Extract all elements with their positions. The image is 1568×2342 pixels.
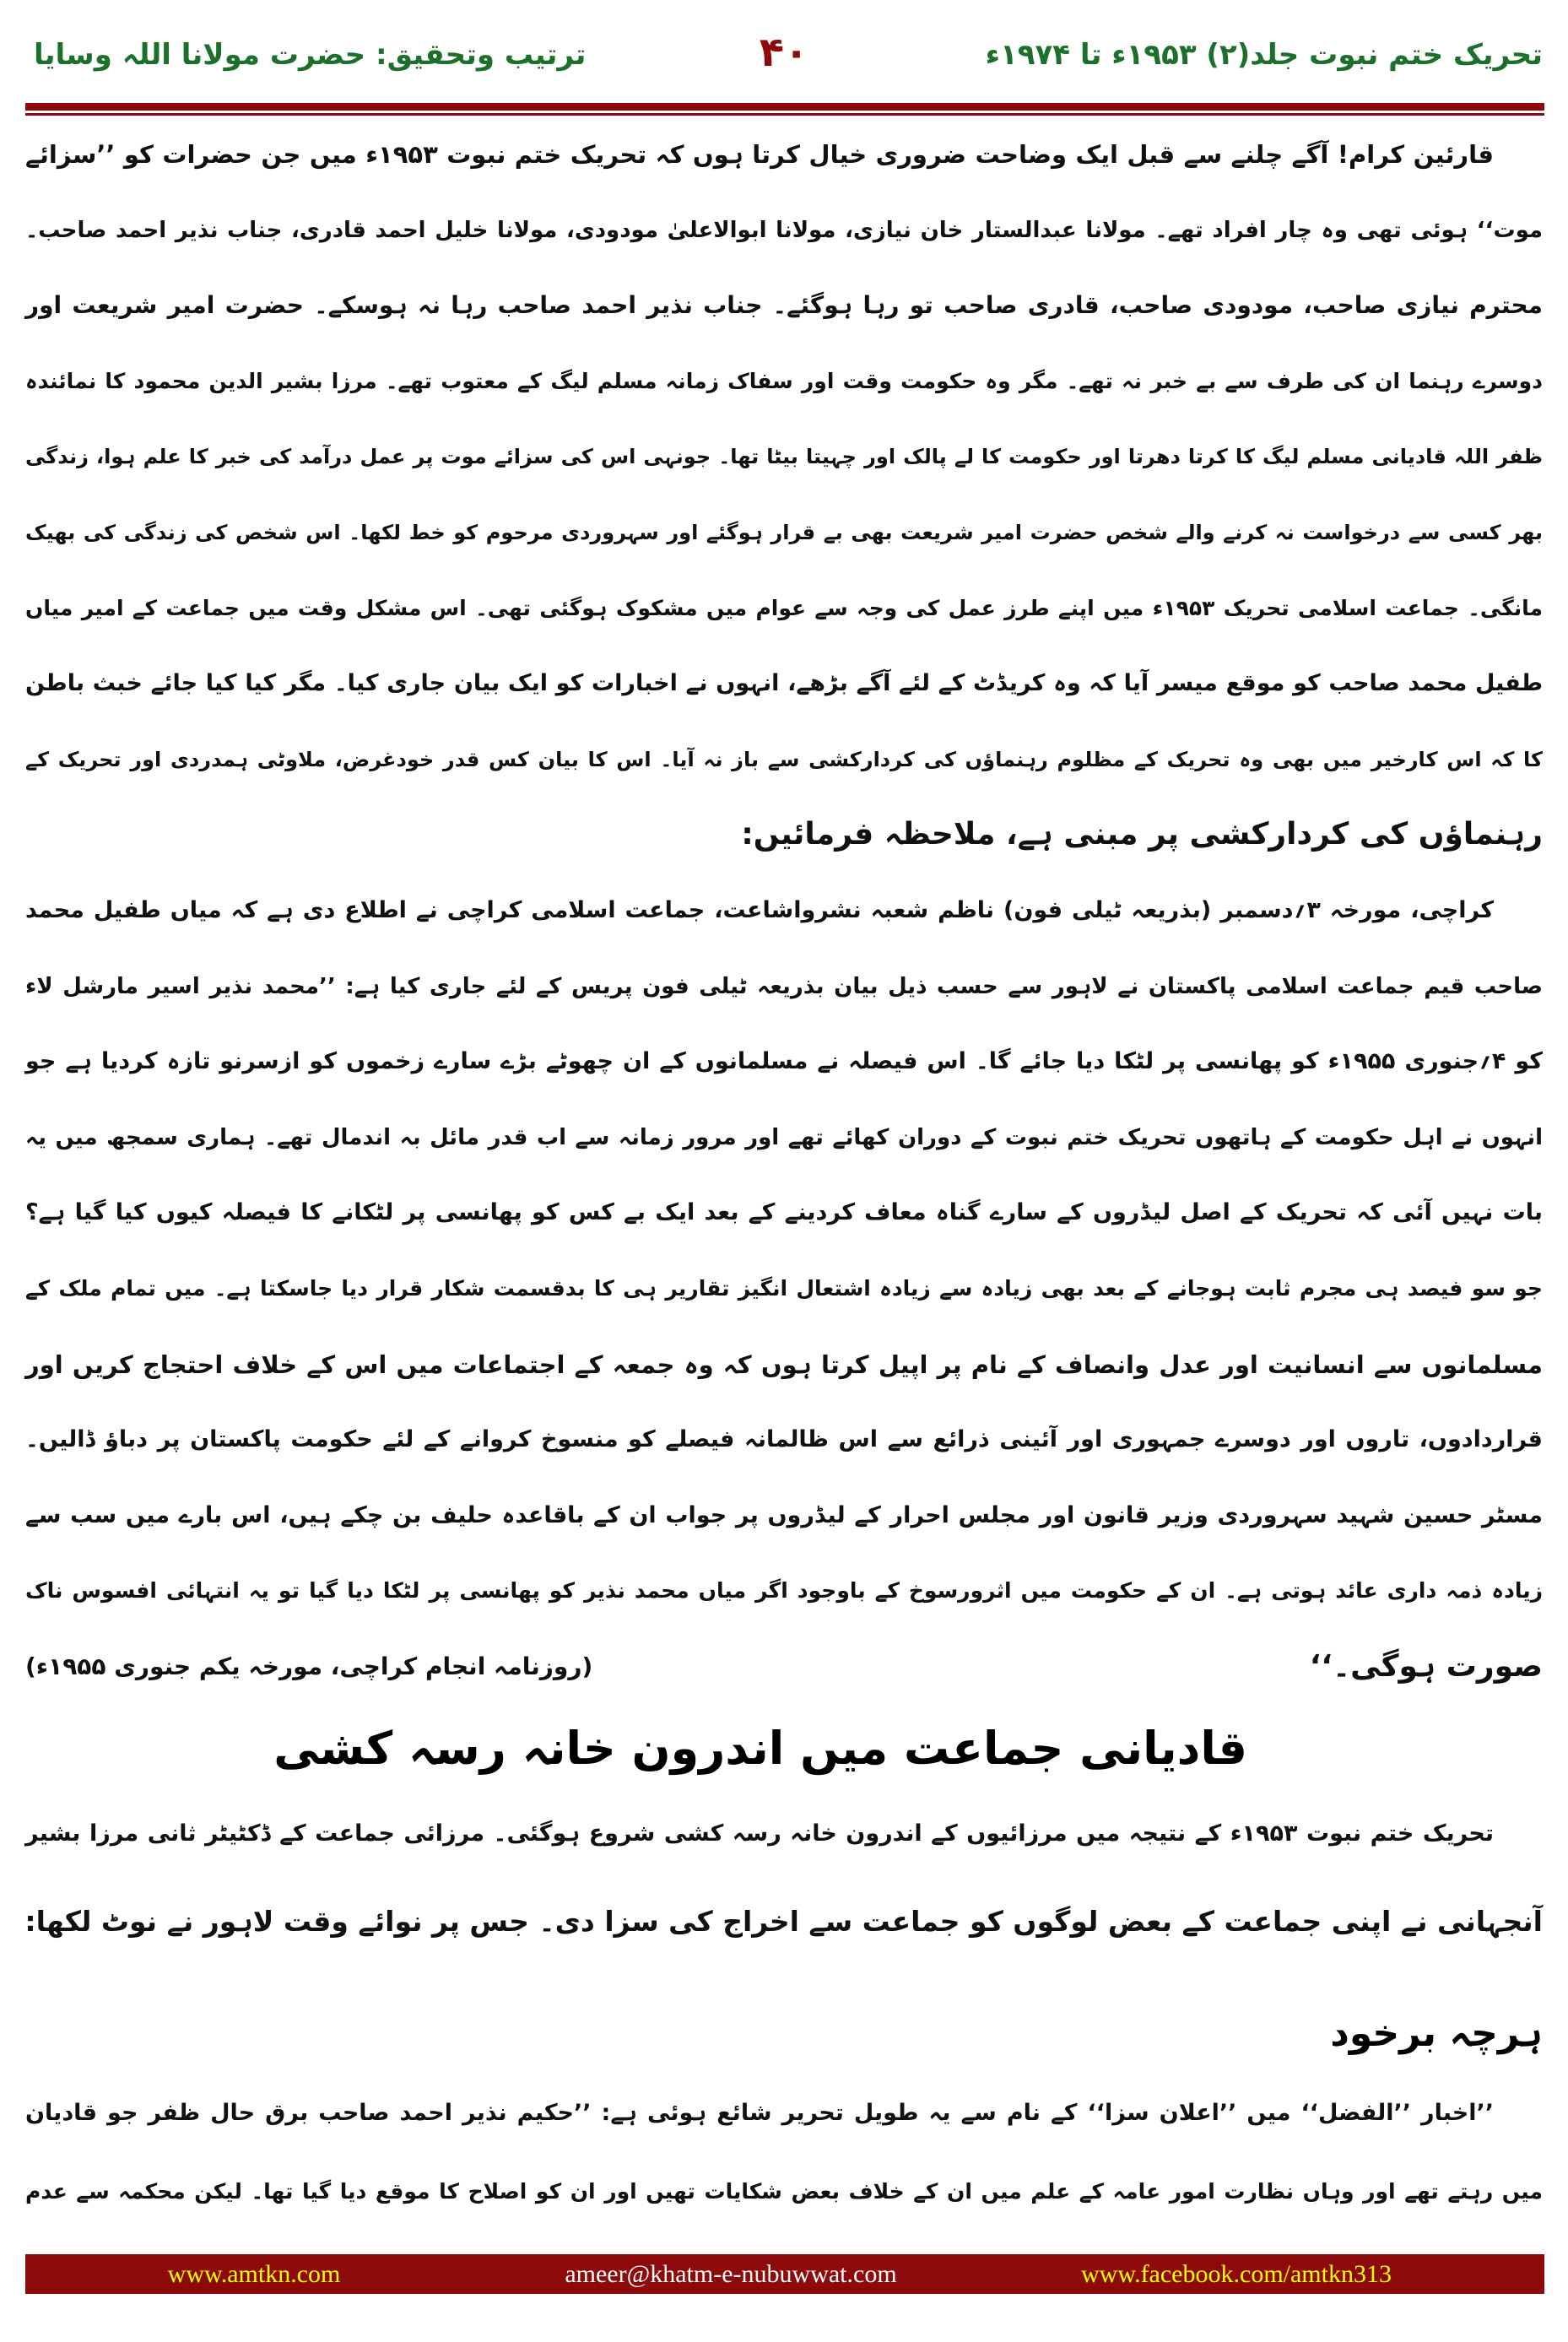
text-line: میں رہتے تھے اور وہاں نظارت امور عامہ کے علم میں ان کے خلاف بعض شکایات تھیں اور ان کو اصلاح کا موقع دیا گیا تھا۔ لیکن محکمہ سے عدم	[25, 2179, 1543, 2204]
text-line: آنجہانی نے اپنی جماعت کے بعض لوگوں کو جماعت سے اخراج کی سزا دی۔ جس پر نوائے وقت لاہور نے نوٹ لکھا:	[24, 1905, 1543, 1938]
text-line: جو سو فیصد ہی مجرم ثابت ہوجانے کے بعد بھی زیادہ سے زیادہ اشتعال انگیز تقاریر ہی کا بدقسمت شکار قرار دیا جاسکتا ہے۔ میں تمام ملک کے	[25, 1276, 1543, 1301]
text-line: کا کہ اس کارخیر میں بھی وہ تحریک کے مظلوم رہنماؤں کی کردارکشی سے باز نہ آیا۔ اس کا بیان کس قدر خودغرض، ملاوٹی ہمدردی اور تحریک کے	[25, 747, 1543, 771]
text-line: قارئین کرام! آگے چلنے سے قبل ایک وضاحت ضروری خیال کرتا ہوں کہ تحریک ختم نبوت ۱۹۵۳ء میں جن حضرات کو ’’سزائے	[25, 140, 1494, 169]
facebook-link[interactable]: www.facebook.com/amtkn313	[1081, 2260, 1392, 2288]
text-line: موت‘‘ ہوئی تھی وہ چار افراد تھے۔ مولانا عبدالستار خان نیازی، مولانا ابوالاعلیٰ مودودی، مولانا خلیل احمد قادری، جناب نذیر احمد صاحب۔	[25, 217, 1543, 243]
text-line: زیادہ ذمہ داری عائد ہوتی ہے۔ ان کے حکومت میں اثرورسوخ کے باوجود اگر میاں محمد نذیر کو پھانسی پر لٹکا دیا گیا تو یہ انتہائی افسوس ناک	[25, 1578, 1543, 1604]
text-line: محترم نیازی صاحب، مودودی صاحب، قادری صاحب تو رہا ہوگئے۔ جناب نذیر احمد صاحب رہا نہ ہوسکے۔ حضرت امیر شریعت اور	[25, 291, 1543, 320]
text-line: مانگی۔ جماعت اسلامی تحریک ۱۹۵۳ء میں اپنے طرز عمل کی وجہ سے عوام میں مشکوک ہوگئی تھی۔ اس مشکل وقت میں جماعت کے امیر میاں	[25, 595, 1543, 620]
page-number: ۴۰	[759, 29, 809, 76]
source-citation: (روزنامہ انجام کراچی، مورخہ یکم جنوری ۱۹۵۵ء)	[25, 1652, 593, 1680]
compiler-credit: ترتیب وتحقیق: حضرت مولانا اللہ وسایا	[34, 38, 587, 72]
text-line: مسلمانوں سے انسانیت اور عدل وانصاف کے نام پر اپیل کرتا ہوں کہ وہ جمعہ کے اجتماعات میں اس کے خلاف احتجاج کریں اور	[25, 1349, 1543, 1379]
website-link[interactable]: www.amtkn.com	[167, 2260, 341, 2288]
email-link[interactable]: ameer@khatm-e-nubuwwat.com	[565, 2260, 897, 2288]
text-line: ’’اخبار ’’الفضل‘‘ میں ’’اعلان سزا‘‘ کے نام سے یہ طویل تحریر شائع ہوئی ہے: ’’حکیم نذیر احمد صاحب برق حال ظفر جو قادیان	[25, 2100, 1494, 2126]
page-footer	[25, 2254, 1544, 2294]
text-line: ظفر اللہ قادیانی مسلم لیگ کا کرتا دھرتا اور حکومت کا لے پالک اور چہیتا بیٹا تھا۔ جونہی اس کی سزائے موت پر عمل درآمد کی خبر کا علم ہوا، زندگی	[25, 445, 1543, 469]
text-line: انہوں نے اہل حکومت کے ہاتھوں تحریک ختم نبوت کے دوران کھائے تھے اور مرور زمانہ سے اب قدر مائل بہ اندمال تھے۔ ہماری سمجھ میں یہ	[25, 1124, 1543, 1150]
header-rule-thick	[25, 103, 1544, 111]
text-line: کراچی، مورخہ ۳؍دسمبر (بذریعہ ٹیلی فون) ناظم شعبہ نشرواشاعت، جماعت اسلامی کراچی نے اطلاع دی ہے کہ میاں طفیل محمد	[25, 897, 1494, 923]
subsection-heading: ہرچہ برخود	[1330, 2012, 1543, 2055]
text-line: بھر کسی سے درخواست نہ کرنے والے شخص حضرت امیر شریعت بھی بے قرار ہوگئے اور سہروردی مرحوم کو خط لکھا۔ اس شخص کی زندگی کی بھیک	[25, 521, 1543, 544]
book-title: تحریک ختم نبوت جلد(۲) ۱۹۵۳ء تا ۱۹۷۴ء	[985, 38, 1543, 72]
text-line: طفیل محمد صاحب کو موقع میسر آیا کہ وہ کریڈٹ کے لئے آگے بڑھے، انہوں نے اخبارات کو ایک بیان جاری کیا۔ مگر کیا کیا جائے خبث باطن	[25, 670, 1543, 697]
header-rule-thin	[25, 113, 1544, 116]
text-line: کو ۴؍جنوری ۱۹۵۵ء کو پھانسی پر لٹکا دیا جائے گا۔ اس فیصلہ نے مسلمانوں کے ان چھوٹے بڑے سارے زخموں کو ازسرنو تازہ کردیا ہے جو	[25, 1048, 1543, 1075]
text-line: دوسرے رہنما ان کی طرف سے بے خبر نہ تھے۔ مگر وہ حکومت وقت اور سفاک زمانہ مسلم لیگ کے معتوب تھے۔ مرزا بشیر الدین محمود کا نمائندہ	[25, 368, 1543, 393]
text-line: تحریک ختم نبوت ۱۹۵۳ء کے نتیجہ میں مرزائیوں کے اندرون خانہ رسہ کشی شروع ہوگئی۔ مرزائی جماعت کے ڈکٹیٹر ثانی مرزا بشیر	[25, 1820, 1495, 1847]
text-line: رہنماؤں کی کردارکشی پر مبنی ہے، ملاحظہ فرمائیں:	[741, 817, 1543, 852]
text-line: صورت ہوگی۔‘‘	[1309, 1649, 1543, 1684]
text-line: صاحب قیم جماعت اسلامی پاکستان نے لاہور سے حسب ذیل بیان بذریعہ ٹیلی فون پریس کے لئے جاری کیا ہے: ’’محمد نذیر اسیر مارشل لاء	[25, 973, 1543, 999]
text-line: بات نہیں آئی کہ تحریک کے اصل لیڈروں کے سارے گناہ معاف کردینے کے بعد ایک بے کس کو پھانسی پر لٹکانے کا فیصلہ کیوں کیا گیا ہے؟	[25, 1199, 1543, 1226]
text-line: مسٹر حسین شہید سہروردی وزیر قانون اور مجلس احرار کے لیڈروں پر جواب ان کے باقاعدہ حلیف بن چکے ہیں، اس بارے میں سب سے	[25, 1501, 1543, 1528]
section-heading: قادیانی جماعت میں اندرون خانہ رسہ کشی	[273, 1722, 1247, 1775]
text-line: قراردادوں، تاروں اور دوسرے جمہوری اور آئینی ذرائع سے اس ظالمانہ فیصلے کو منسوخ کروانے کے لئے حکومت پاکستان پر دباؤ ڈالیں۔	[25, 1426, 1543, 1453]
